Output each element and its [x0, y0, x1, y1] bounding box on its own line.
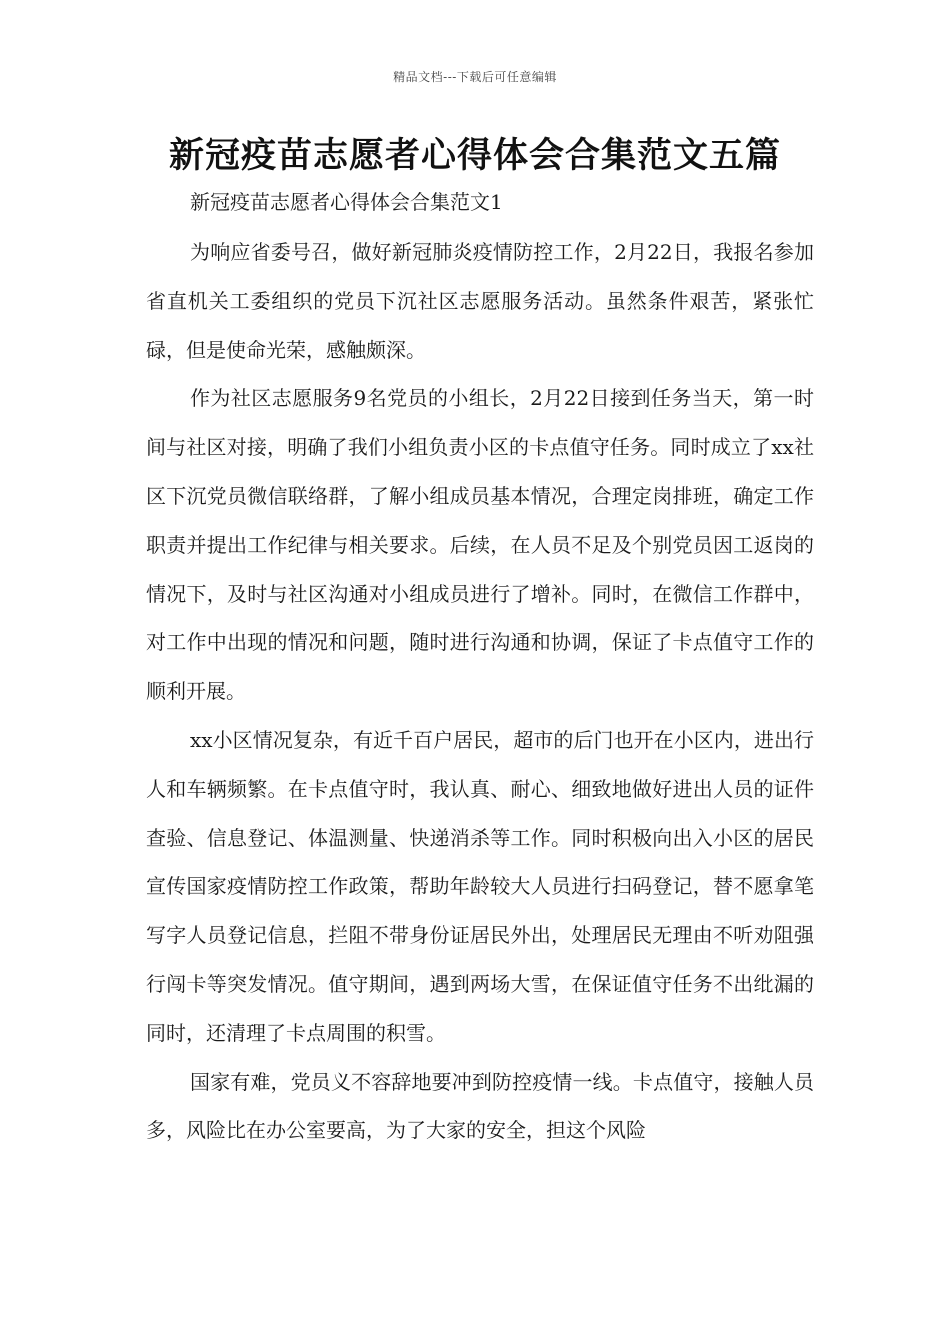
document-title: 新冠疫苗志愿者心得体会合集范文五篇	[168, 135, 781, 176]
header-note: 精品文档---下载后可任意编辑	[393, 70, 557, 84]
document-body	[146, 228, 814, 1155]
paragraph-2: 作为社区志愿服务9名党员的小组长，2月22日接到任务当天，第一时间与社区对接，明确了我们小组负责小区的卡点值守任务。同时成立了xx社区下沉党员微信联络群，了解小组成员基本情况，合理定岗排班，确定工作职责并提出工作纪律与相关要求。后续，在人员不足及个别党员因工返岗的情况下，及时与社区沟通对小组成员进行了增补。同时，在微信工作群中，对工作中出现的情况和问题，随时进行沟通和协调，保证了卡点值守工作的顺利开展。	[146, 386, 814, 704]
section-subtitle: 新冠疫苗志愿者心得体会合集范文1	[190, 190, 503, 214]
paragraph-1: 为响应省委号召，做好新冠肺炎疫情防控工作，2月22日，我报名参加省直机关工委组织的党员下沉社区志愿服务活动。虽然条件艰苦，紧张忙碌，但是使命光荣，感触颇深。	[146, 240, 814, 362]
paragraph-4: 国家有难，党员义不容辞地要冲到防控疫情一线。卡点值守，接触人员多，风险比在办公室要高，为了大家的安全，担这个风险	[146, 1069, 814, 1143]
paragraph-3: xx小区情况复杂，有近千百户居民，超市的后门也开在小区内，进出行人和车辆频繁。在卡点值守时，我认真、耐心、细致地做好进出人员的证件查验、信息登记、体温测量、快递消杀等工作。同时积极向出入小区的居民宣传国家疫情防控工作政策，帮助年龄较大人员进行扫码登记，替不愿拿笔写字人员登记信息，拦阻不带身份证居民外出，处理居民无理由不听劝阻强行闯卡等突发情况。值守期间，遇到两场大雪，在保证值守任务不出纰漏的同时，还清理了卡点周围的积雪。	[146, 727, 814, 1045]
